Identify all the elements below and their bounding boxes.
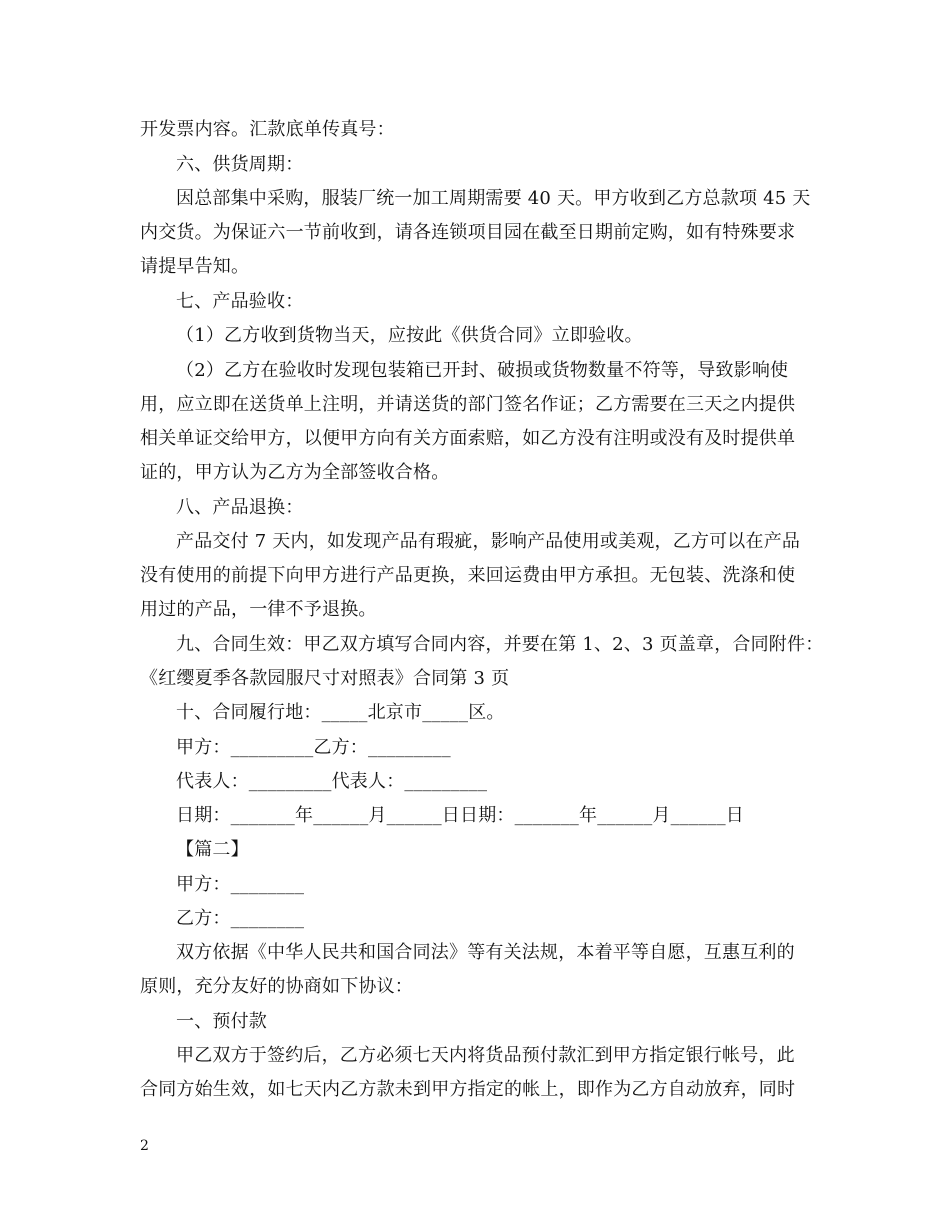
signature-line: 甲方：_________乙方：_________	[176, 737, 451, 758]
text-line: 九、合同生效：甲乙双方填写合同内容，并要在第 1、2、3 页盖章，合同附件：	[176, 634, 824, 655]
section-heading: 【篇二】	[176, 839, 249, 860]
text-line: 双方依据《中华人民共和国合同法》等有关法规，本着平等自愿，互惠互利的	[176, 942, 795, 963]
text-line: 产品交付 7 天内，如发现产品有瑕疵，影响产品使用或美观，乙方可以在产品	[176, 531, 801, 552]
text-line: 用，应立即在送货单上注明，并请送货的部门签名作证；乙方需要在三天之内提供	[140, 394, 796, 415]
party-line: 甲方：________	[176, 874, 305, 895]
text-line: （1）乙方收到货物当天，应按此《供货合同》立即验收。	[176, 325, 643, 346]
page-number: 2	[140, 1138, 149, 1154]
section-heading: 六、供货周期：	[176, 154, 304, 175]
text-line: 合同方始生效，如七天内乙方款未到甲方指定的帐上，即作为乙方自动放弃，同时	[140, 1079, 796, 1100]
signature-line: 代表人：_________代表人：_________	[176, 771, 488, 792]
text-line: 证的，甲方认为乙方为全部签收合格。	[140, 462, 450, 483]
text-line: 十、合同履行地：_____北京市_____区。	[176, 702, 505, 723]
text-line: 请提早告知。	[140, 256, 250, 277]
text-line: 原则，充分友好的协商如下协议：	[140, 976, 413, 997]
text-line: 用过的产品，一律不予退换。	[140, 599, 377, 620]
text-line: （2）乙方在验收时发现包装箱已开封、破损或货物数量不符等，导致影响使	[176, 360, 789, 381]
section-heading: 七、产品验收：	[176, 291, 304, 312]
text-line: 甲乙双方于签约后，乙方必须七天内将货品预付款汇到甲方指定银行帐号，此	[176, 1045, 795, 1066]
text-line: 开发票内容。汇款底单传真号：	[140, 119, 395, 140]
text-line: 因总部集中采购，服装厂统一加工周期需要 40 天。甲方收到乙方总款项 45 天	[176, 188, 811, 209]
section-heading: 一、预付款	[176, 1011, 267, 1032]
text-line: 没有使用的前提下向甲方进行产品更换，来回运费由甲方承担。无包装、洗涤和使	[140, 565, 796, 586]
party-line: 乙方：________	[176, 908, 305, 929]
section-heading: 八、产品退换：	[176, 497, 304, 518]
text-line: 内交货。为保证六一节前收到，请各连锁项目园在截至日期前定购，如有特殊要求	[140, 222, 796, 243]
date-line: 日期：_______年______月______日日期：_______年______月______日	[176, 805, 744, 826]
text-line: 相关单证交给甲方，以便甲方向有关方面索赔，如乙方没有注明或没有及时提供单	[140, 428, 796, 449]
text-line: 《红缨夏季各款园服尺寸对照表》合同第 3 页	[140, 668, 510, 689]
